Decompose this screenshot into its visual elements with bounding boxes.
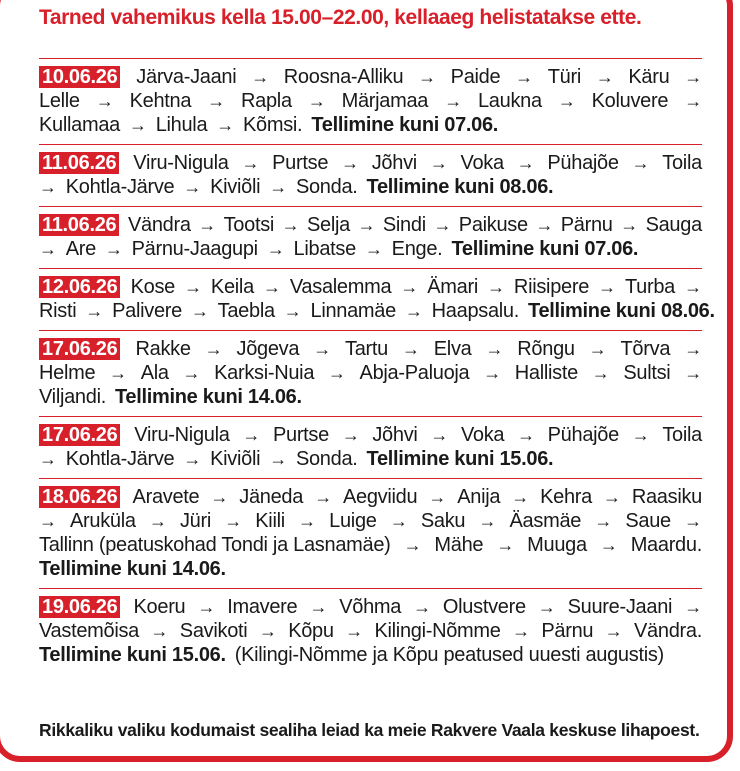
arrow-icon: → xyxy=(516,153,535,173)
order-deadline: Tellimine kuni 08.06. xyxy=(366,176,554,198)
stop: Keila xyxy=(210,276,254,298)
stop: Luige xyxy=(329,510,377,532)
stop: Võhma xyxy=(339,596,402,618)
arrow-icon: → xyxy=(190,301,209,321)
arrow-icon: → xyxy=(496,535,515,555)
stop: Kilingi-Nõmme xyxy=(374,620,501,642)
stop: Tallinn (peatuskohad Tondi ja Lasnamäe) xyxy=(39,534,391,556)
arrow-icon: → xyxy=(364,239,383,259)
stop: Are xyxy=(65,238,96,260)
arrow-icon: → xyxy=(150,621,169,641)
stop: Aruküla xyxy=(69,510,136,532)
stop: Sindi xyxy=(382,214,426,236)
arrow-icon: → xyxy=(39,177,57,197)
stop: Rõngu xyxy=(517,338,575,360)
arrow-icon: → xyxy=(269,449,287,469)
arrow-icon: → xyxy=(182,363,201,383)
stop: Linnamäe xyxy=(310,300,396,322)
arrow-icon: → xyxy=(598,277,616,297)
delivery-time-header: Tarned vahemikus kella 15.00–22.00, kellaaeg helistatakse ette. xyxy=(39,6,642,29)
stop: Jõhvi xyxy=(371,152,417,174)
stop: Raasiku xyxy=(631,486,702,508)
stop: Purtse xyxy=(272,424,329,446)
stop: Kehtna xyxy=(129,90,192,112)
stop: Kohtla-Järve xyxy=(65,448,175,470)
stop: Vastemõisa xyxy=(39,620,140,642)
arrow-icon: → xyxy=(684,277,702,297)
footer-note: Rikkaliku valiku kodumaist sealiha leiad ka meie Rakvere Vaala keskuse lihapoest. xyxy=(39,720,700,740)
arrow-icon: → xyxy=(85,301,104,321)
stop: Sauga xyxy=(645,214,702,236)
stop: Voka xyxy=(460,152,504,174)
stop: Olustvere xyxy=(442,596,526,618)
arrow-icon: → xyxy=(599,535,618,555)
stop: Aravete xyxy=(132,486,200,508)
stop: Ala xyxy=(140,362,169,384)
arrow-icon: → xyxy=(400,277,419,297)
stop: Jõgeva xyxy=(236,338,300,360)
route-date: 19.06.26 xyxy=(39,596,120,618)
stop: Toila xyxy=(662,152,702,174)
arrow-icon: → xyxy=(512,621,530,641)
stop: Muuga xyxy=(527,534,587,556)
order-deadline: Tellimine kuni 15.06. xyxy=(39,644,226,666)
arrow-icon: → xyxy=(684,511,702,531)
route-date: 17.06.26 xyxy=(39,424,120,446)
arrow-icon: → xyxy=(430,425,449,445)
stop: Elva xyxy=(433,338,472,360)
stop: Türi xyxy=(547,66,581,88)
stop: Toila xyxy=(662,424,702,446)
stop: Kiili xyxy=(255,510,285,532)
stop: Anija xyxy=(457,486,501,508)
arrow-icon: → xyxy=(39,239,57,259)
stop: Viru-Nigula xyxy=(133,152,229,174)
arrow-icon: → xyxy=(148,511,167,531)
stop: Tõrva xyxy=(620,338,671,360)
stop: Halliste xyxy=(514,362,578,384)
arrow-icon: → xyxy=(429,153,448,173)
stop: Mähe xyxy=(434,534,484,556)
stop: Viru-Nigula xyxy=(134,424,230,446)
stop: Käru xyxy=(628,66,670,88)
stop: Saku xyxy=(420,510,466,532)
order-deadline: Tellimine kuni 07.06. xyxy=(451,238,639,260)
stop: Haapsalu. xyxy=(431,300,520,322)
arrow-icon: → xyxy=(210,487,229,507)
route-block-11-06-a xyxy=(39,144,702,206)
arrow-icon: → xyxy=(128,115,147,135)
arrow-icon: → xyxy=(283,301,302,321)
stop: Jõhvi xyxy=(372,424,418,446)
stop: Kiviõli xyxy=(210,176,261,198)
route-block-12-06 xyxy=(39,268,715,330)
arrow-icon: → xyxy=(389,511,408,531)
arrow-icon: → xyxy=(341,425,360,445)
arrow-icon: → xyxy=(184,277,202,297)
route-block-11-06-b xyxy=(39,206,702,268)
arrow-icon: → xyxy=(595,67,614,87)
stop: Kõmsi. xyxy=(242,114,303,136)
route-list xyxy=(39,58,715,674)
order-deadline: Tellimine kuni 07.06. xyxy=(311,114,499,136)
stop: Voka xyxy=(460,424,505,446)
arrow-icon: → xyxy=(197,597,216,617)
route-block-10-06 xyxy=(39,58,702,144)
arrow-icon: → xyxy=(684,363,702,383)
arrow-icon: → xyxy=(298,511,316,531)
arrow-icon: → xyxy=(485,339,504,359)
arrow-icon: → xyxy=(328,363,346,383)
route-date: 11.06.26 xyxy=(39,152,119,174)
stop: Palivere xyxy=(112,300,182,322)
route-block-17-06-a xyxy=(39,330,702,416)
arrow-icon: → xyxy=(341,153,359,173)
arrow-icon: → xyxy=(413,597,431,617)
arrow-icon: → xyxy=(251,67,269,87)
stop: Pärnu xyxy=(560,214,613,236)
arrow-icon: → xyxy=(403,535,422,555)
arrow-icon: → xyxy=(684,339,702,359)
stop: Abja-Paluoja xyxy=(359,362,470,384)
route-date: 11.06.26 xyxy=(39,214,119,236)
arrow-icon: → xyxy=(631,153,650,173)
arrow-icon: → xyxy=(258,621,277,641)
arrow-icon: → xyxy=(204,339,223,359)
arrow-icon: → xyxy=(313,339,331,359)
arrow-icon: → xyxy=(537,597,556,617)
stop: Tartu xyxy=(345,338,388,360)
stop: Turba xyxy=(624,276,675,298)
stop: Risti xyxy=(39,300,77,322)
arrow-icon: → xyxy=(483,363,501,383)
arrow-icon: → xyxy=(307,91,326,111)
stop: Aegviidu xyxy=(342,486,418,508)
stop: Purtse xyxy=(272,152,329,174)
order-deadline: Tellimine kuni 14.06. xyxy=(114,386,302,408)
stop: Viljandi. xyxy=(39,386,106,408)
stop: Suure-Jaani xyxy=(567,596,673,618)
arrow-icon: → xyxy=(557,91,576,111)
route-note: (Kilingi-Nõmme ja Kõpu peatused uuesti augustis) xyxy=(234,644,664,666)
arrow-icon: → xyxy=(684,67,702,87)
stop: Vändra. xyxy=(634,620,702,642)
arrow-icon: → xyxy=(511,487,529,507)
arrow-icon: → xyxy=(478,511,497,531)
stop: Kehra xyxy=(540,486,592,508)
stop: Jäneda xyxy=(239,486,304,508)
stop: Kohtla-Järve xyxy=(65,176,175,198)
arrow-icon: → xyxy=(517,425,535,445)
stop: Järva-Jaani xyxy=(136,66,237,88)
stop: Pärnu xyxy=(541,620,594,642)
stop: Tootsi xyxy=(223,214,275,236)
arrow-icon: → xyxy=(242,425,261,445)
arrow-icon: → xyxy=(603,487,621,507)
arrow-icon: → xyxy=(402,339,420,359)
stop: Paide xyxy=(450,66,501,88)
stop: Selja xyxy=(306,214,350,236)
stop: Pärnu-Jaagupi xyxy=(131,238,258,260)
stop: Rakke xyxy=(135,338,191,360)
arrow-icon: → xyxy=(39,511,57,531)
route-date: 17.06.26 xyxy=(39,338,120,360)
route-date: 10.06.26 xyxy=(39,66,120,88)
arrow-icon: → xyxy=(224,511,242,531)
arrow-icon: → xyxy=(535,215,554,235)
stop: Laukna xyxy=(477,90,542,112)
arrow-icon: → xyxy=(604,621,623,641)
stop: Helme xyxy=(39,362,96,384)
arrow-icon: → xyxy=(444,91,462,111)
stop: Rapla xyxy=(241,90,292,112)
arrow-icon: → xyxy=(684,597,702,617)
stop: Kose xyxy=(130,276,175,298)
arrow-icon: → xyxy=(198,215,216,235)
arrow-icon: → xyxy=(515,67,533,87)
stop: Vändra xyxy=(127,214,191,236)
arrow-icon: → xyxy=(183,449,202,469)
stop: Äasmäe xyxy=(509,510,582,532)
arrow-icon: → xyxy=(183,177,202,197)
arrow-icon: → xyxy=(594,511,613,531)
arrow-icon: → xyxy=(241,153,260,173)
arrow-icon: → xyxy=(433,215,452,235)
stop: Enge. xyxy=(391,238,443,260)
order-deadline: Tellimine kuni 08.06. xyxy=(528,300,715,322)
stop: Vasalemma xyxy=(289,276,392,298)
stop: Kullamaa xyxy=(39,114,120,136)
stop: Kõpu xyxy=(288,620,334,642)
stop: Sultsi xyxy=(623,362,671,384)
arrow-icon: → xyxy=(588,339,607,359)
arrow-icon: → xyxy=(39,449,57,469)
stop: Roosna-Alliku xyxy=(283,66,404,88)
route-block-19-06 xyxy=(39,588,702,674)
arrow-icon: → xyxy=(418,67,436,87)
route-block-18-06 xyxy=(39,478,702,588)
arrow-icon: → xyxy=(109,363,127,383)
arrow-icon: → xyxy=(314,487,332,507)
stop: Kiviõli xyxy=(210,448,261,470)
stop: Imavere xyxy=(227,596,298,618)
arrow-icon: → xyxy=(404,301,423,321)
arrow-icon: → xyxy=(487,277,505,297)
arrow-icon: → xyxy=(266,239,285,259)
route-date: 12.06.26 xyxy=(39,276,120,298)
stop: Jüri xyxy=(179,510,211,532)
stop: Paikuse xyxy=(458,214,528,236)
arrow-icon: → xyxy=(216,115,234,135)
arrow-icon: → xyxy=(263,277,281,297)
order-deadline: Tellimine kuni 14.06. xyxy=(39,558,226,580)
arrow-icon: → xyxy=(281,215,300,235)
arrow-icon: → xyxy=(631,425,650,445)
arrow-icon: → xyxy=(309,597,328,617)
stop: Saue xyxy=(625,510,671,532)
arrow-icon: → xyxy=(620,215,638,235)
arrow-icon: → xyxy=(428,487,447,507)
stop: Sonda. xyxy=(295,448,358,470)
arrow-icon: → xyxy=(207,91,225,111)
stop: Pühajõe xyxy=(547,152,619,174)
stop: Koluvere xyxy=(591,90,669,112)
stop: Koeru xyxy=(133,596,186,618)
arrow-icon: → xyxy=(104,239,123,259)
stop: Märjamaa xyxy=(341,90,429,112)
route-date: 18.06.26 xyxy=(39,486,120,508)
stop: Taebla xyxy=(217,300,275,322)
order-deadline: Tellimine kuni 15.06. xyxy=(366,448,554,470)
route-block-17-06-b xyxy=(39,416,702,478)
arrow-icon: → xyxy=(95,91,114,111)
stop: Lihula xyxy=(155,114,208,136)
stop: Maardu. xyxy=(630,534,702,556)
arrow-icon: → xyxy=(345,621,363,641)
stop: Savikoti xyxy=(179,620,248,642)
arrow-icon: → xyxy=(591,363,610,383)
arrow-icon: → xyxy=(357,215,376,235)
arrow-icon: → xyxy=(684,91,702,111)
stop: Sonda. xyxy=(295,176,358,198)
arrow-icon: → xyxy=(269,177,287,197)
stop: Libatse xyxy=(293,238,356,260)
stop: Pühajõe xyxy=(547,424,619,446)
stop: Karksi-Nuia xyxy=(214,362,315,384)
stop: Ämari xyxy=(427,276,478,298)
stop: Lelle xyxy=(39,90,80,112)
stop: Riisipere xyxy=(513,276,590,298)
